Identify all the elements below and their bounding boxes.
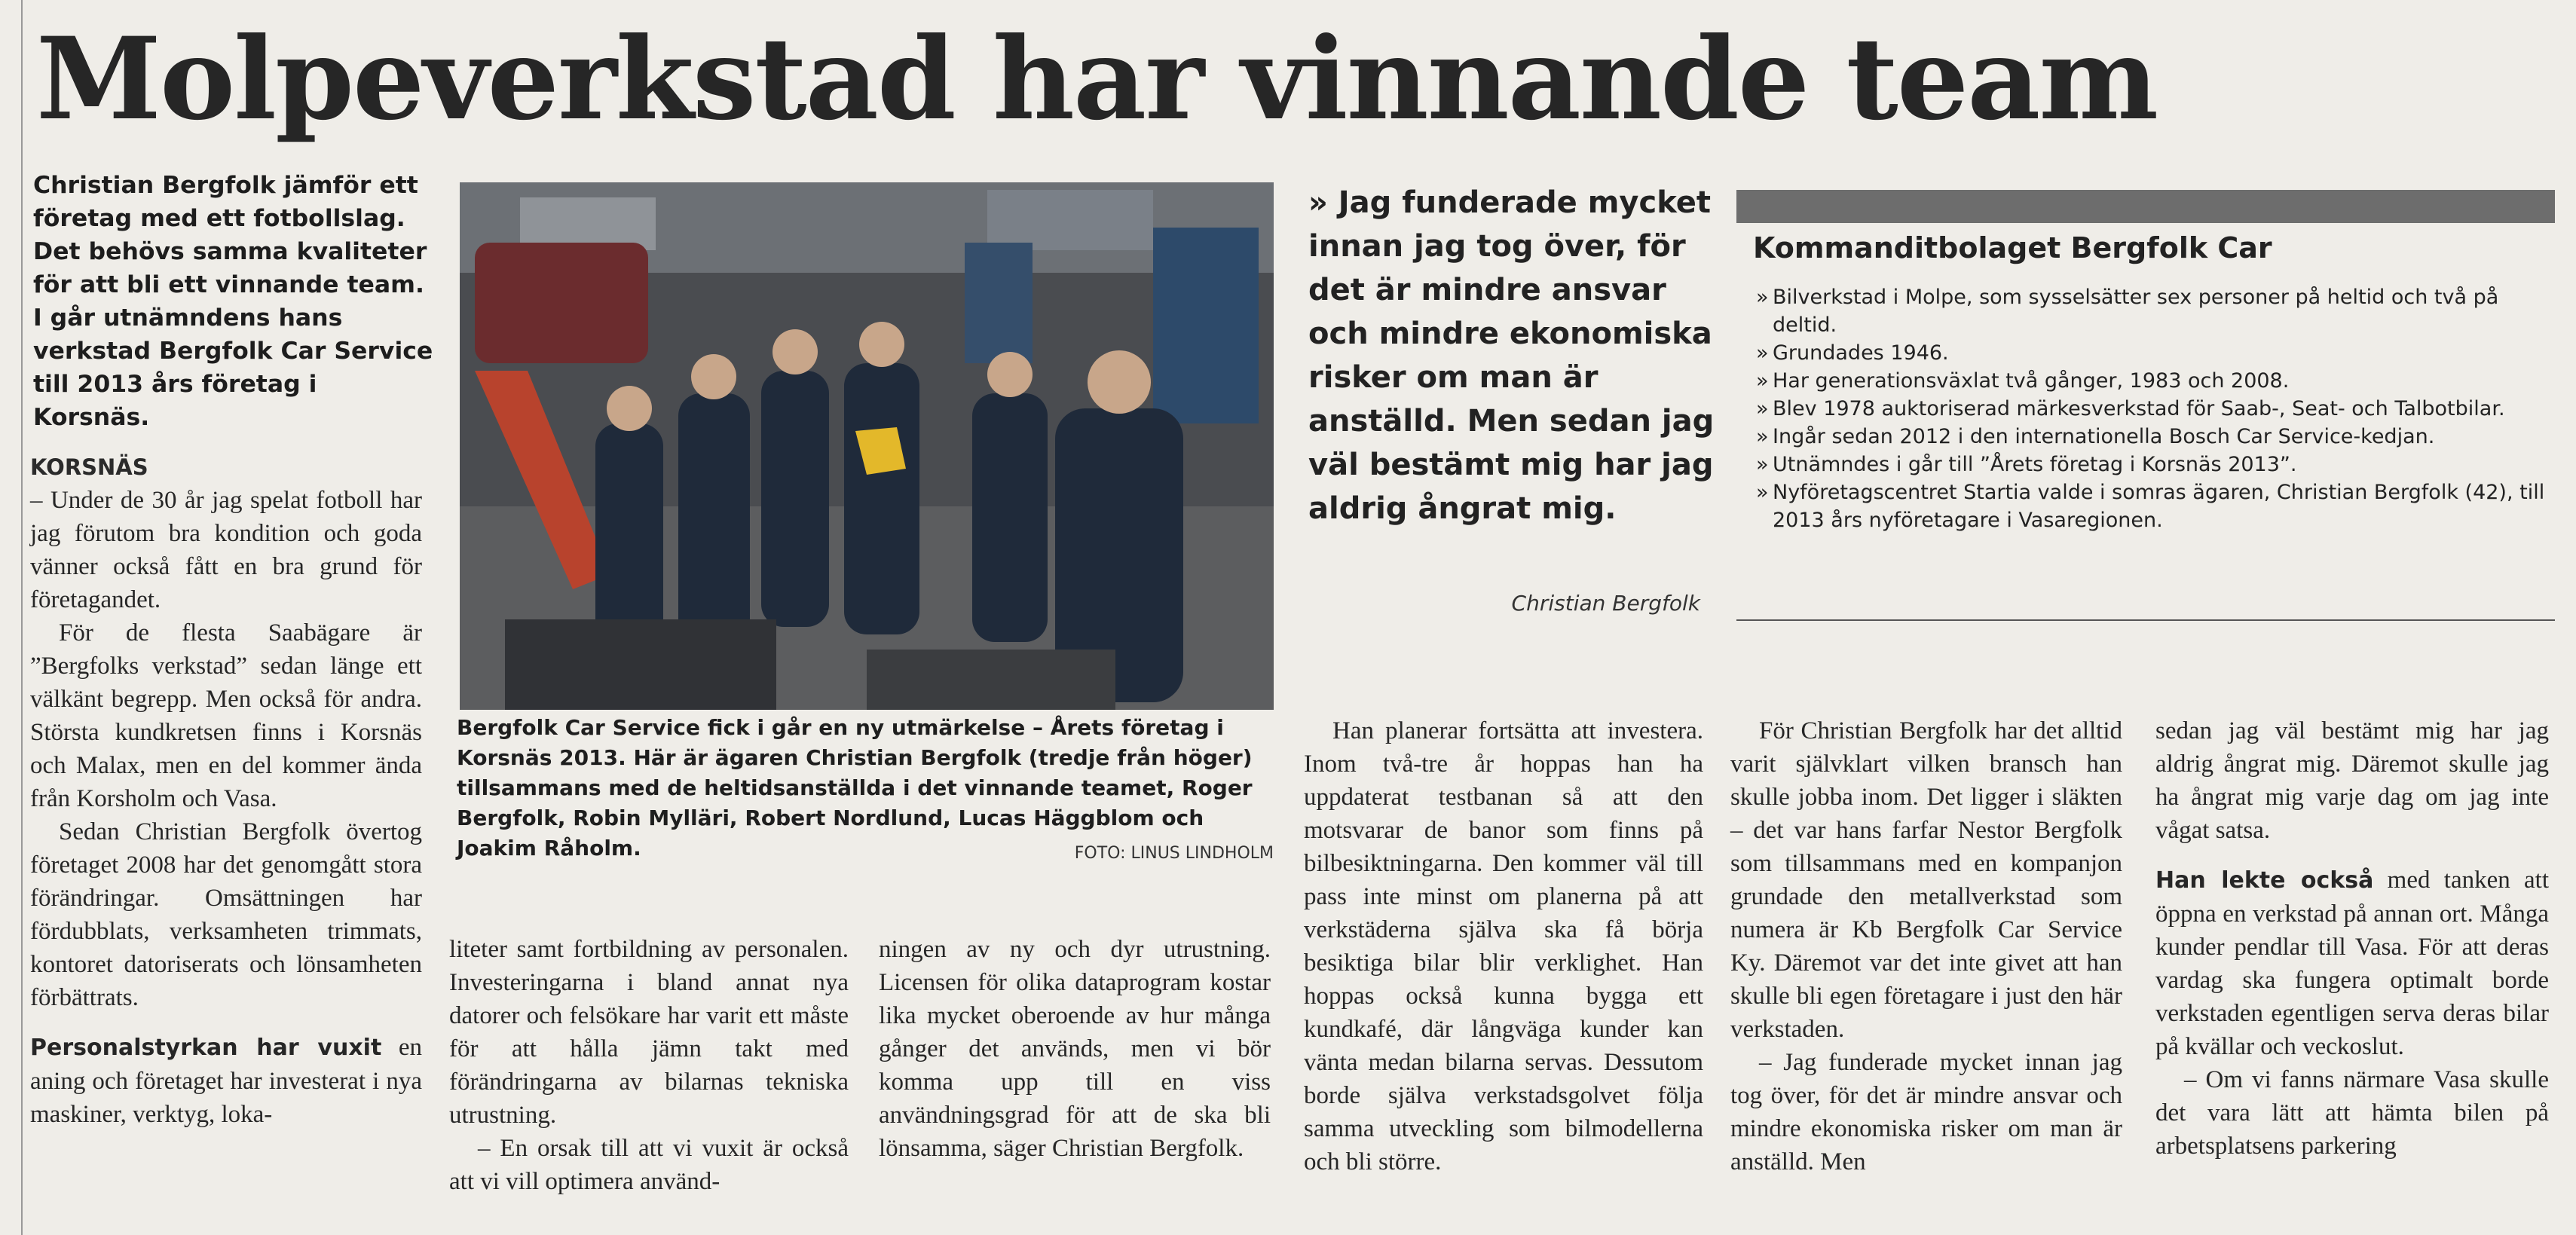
- paragraph: – Under de 30 år jag spelat fotboll har jag förutom bra kondition och goda vänner också fått en bra grund för företagandet.: [30, 487, 422, 613]
- bullet-marker: »: [1756, 481, 1769, 504]
- paragraph: Han lekte också med tanken att öppna en verkstad på annan ort. Många kunder pendlar till Vasa. För att deras vardag ska fungera optimalt borde verkstaden egentligen serva deras bilar på kvällar och veckoslut.: [2155, 867, 2550, 1060]
- factbox-item: » Grundades 1946.: [1756, 339, 2555, 367]
- factbox-bar: [1736, 190, 2555, 223]
- factbox-rule: [1736, 619, 2555, 621]
- paragraph: För Christian Bergfolk har det alltid varit självklart vilken bransch han skulle jobba inom. Det ligger i släkten – det var hans farfar Nestor Bergfolk som tillsammans med en kompanjon grundade den metallverkstad som numera är Kb Bergfolk Car Service Ky. Däremot var det inte givet att han skulle bli egen företagare i just den här verkstaden.: [1730, 717, 2122, 1043]
- article-column-2: [449, 933, 849, 1198]
- headline: Molpeverkstad har vinnande team: [36, 13, 2158, 145]
- bullet-marker: »: [1756, 453, 1769, 476]
- paragraph: sedan jag väl bestämt mig har jag aldrig ångrat mig. Däremot skulle jag ha ångrat mig varje dag om jag inte vågat satsa.: [2155, 717, 2549, 844]
- team-photo-illustration: [460, 182, 1274, 710]
- paragraph: För de flesta Saabägare är ”Bergfolks verkstad” sedan länge ett välkänt begrepp. Men också för andra. Största kundkretsen finns i Korsnäs och Malax, men en del kommer ända från Korsholm och Vasa.: [30, 619, 422, 812]
- factbox-item: » Blev 1978 auktoriserad märkesverkstad för Saab-, Seat- och Talbotbilar.: [1756, 395, 2555, 423]
- column-rule: [21, 0, 23, 1235]
- article-column-6: [2155, 714, 2549, 1163]
- paragraph: – Om vi fanns närmare Vasa skulle det vara lätt att hämta bilen på arbetsplatsens parkering: [2155, 1066, 2549, 1160]
- paragraph: – Jag funderade mycket innan jag tog över, för det är mindre ansvar och mindre ekonomiska risker om man är anställd. Men: [1730, 1049, 2122, 1175]
- bullet-marker: »: [1756, 286, 1769, 309]
- bullet-marker: »: [1756, 369, 1769, 393]
- quote-mark: »: [1308, 185, 1328, 220]
- article-column-3: [879, 933, 1271, 1165]
- factbox-title: Kommanditbolaget Bergfolk Car: [1753, 231, 2272, 264]
- paragraph: liteter samt fortbildning av personalen. Investeringarna i bland annat nya datorer och felsökare har varit ett måste för att hålla jämn takt med förändringarna av bilarnas tekniska utrustning.: [449, 936, 849, 1129]
- bullet-marker: »: [1756, 425, 1769, 448]
- team-photo: [460, 182, 1274, 710]
- factbox-list: [1756, 283, 2555, 534]
- lead-paragraph: Christian Bergfolk jämför ett företag med ett fotbollslag. Det behövs samma kvaliteter för att bli ett vinnande team. I går utnämndens hans verkstad Bergfolk Car Service till 2013 års företag i Korsnäs.: [33, 172, 433, 431]
- photo-credit: FOTO: LINUS LINDHOLM: [1074, 844, 1274, 863]
- bullet-marker: »: [1756, 397, 1769, 420]
- pull-quote-byline: Christian Bergfolk: [1511, 591, 1700, 616]
- bullet-marker: »: [1756, 341, 1769, 365]
- pull-quote: [1308, 181, 1715, 530]
- dateline: KORSNÄS: [30, 454, 148, 480]
- factbox-item: » Har generationsväxlat två gånger, 1983 och 2008.: [1756, 367, 2555, 395]
- factbox-item: » Utnämndes i går till ”Årets företag i Korsnäs 2013”.: [1756, 451, 2555, 478]
- pull-quote-text: Jag funderade mycket innan jag tog över, för det är mindre ansvar och mindre ekonomiska risker om man är anställd. Men sedan jag väl bestämt mig har jag aldrig ångrat mig.: [1308, 185, 1715, 526]
- paragraph: Han planerar fortsätta att investera. Inom två-tre år hoppas han ha uppdaterat testbanan så att den motsvarar de banor som finns på bilbesiktningarna. Den kommer väl till pass inte minst om planerna på att verkstäderna själva ska få börja besiktiga bilar blir verklighet. Han hoppas också kunna bygga ett kundkafé, där långväga kunder kan vänta medan bilarna servas. Dessutom borde själva verkstadsgolvet följa samma utveckling som bilmodellerna och bli större.: [1304, 717, 1703, 1175]
- paragraph: ningen av ny och dyr utrustning. Licensen för olika dataprogram kostar lika mycket oberoende av hur många gånger det används, men vi bör komma upp till en viss användningsgrad för att de ska bli lönsamma, säger Christian Bergfolk.: [879, 936, 1271, 1162]
- paragraph: – En orsak till att vi vuxit är också att vi vill optimera använd-: [449, 1135, 849, 1195]
- photo-caption: Bergfolk Car Service fick i går en ny utmärkelse – Årets företag i Korsnäs 2013. Här är ägaren Christian Bergfolk (tredje från höger) tillsammans med de heltidsanställda i det vinnande teamet, Roger Bergfolk, Robin Mylläri, Robert Nordlund, Lucas Häggblom och Joakim Råholm.: [457, 715, 1253, 861]
- article-column-5: [1730, 714, 2122, 1178]
- subhead-inline: Personalstyrkan har vuxit: [30, 1035, 382, 1061]
- factbox-item: » Ingår sedan 2012 i den internationella Bosch Car Service-kedjan.: [1756, 423, 2555, 451]
- article-column-4: [1304, 714, 1703, 1178]
- factbox-item: » Bilverkstad i Molpe, som sysselsätter sex personer på heltid och två på deltid.: [1756, 283, 2555, 339]
- factbox-item: » Nyföretagscentret Startia valde i somras ägaren, Christian Bergfolk (42), till 2013 års nyföretagare i Vasaregionen.: [1756, 478, 2555, 534]
- subhead-inline: Han lekte också: [2155, 867, 2374, 894]
- paragraph: Personalstyrkan har vuxit en aning och företaget har investerat i nya maskiner, verktyg, loka-: [30, 1034, 422, 1128]
- paragraph: Sedan Christian Bergfolk övertog företaget 2008 har det genomgått stora förändringar. Omsättningen har fördubblats, verksamheten trimmats, kontoret datoriserats och lönsamheten förbättrats.: [30, 818, 422, 1011]
- article-column-1: [30, 484, 422, 1131]
